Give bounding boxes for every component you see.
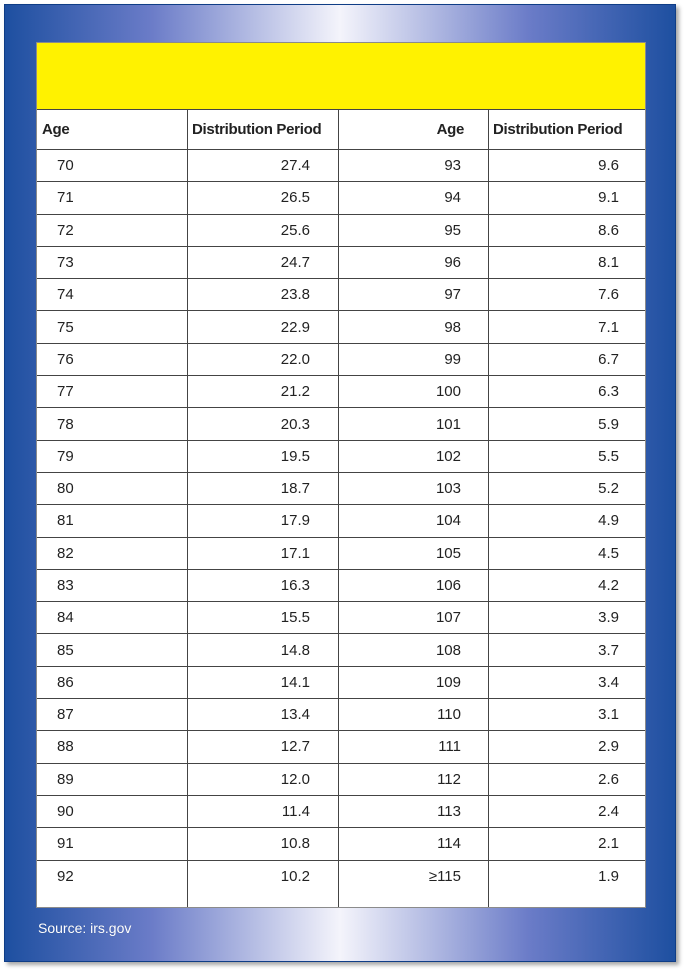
page-frame [4,4,676,962]
distribution-left-cell: 21.2 [187,376,338,408]
table-row [37,472,645,504]
header-distribution-left: Distribution Period [187,110,338,150]
age-right-cell: 101 [338,408,488,440]
distribution-left-cell: 22.0 [187,343,338,375]
age-left-cell: 89 [37,763,187,795]
table-row [37,214,645,246]
distribution-right-cell: 3.1 [488,699,645,731]
distribution-left-cell: 12.0 [187,763,338,795]
distribution-right-cell: 6.3 [488,376,645,408]
table-body [37,150,645,892]
table-row [37,666,645,698]
distribution-left-cell: 12.7 [187,731,338,763]
table-row [37,634,645,666]
distribution-right-cell: 5.5 [488,440,645,472]
age-right-cell: 95 [338,214,488,246]
age-left-cell: 82 [37,537,187,569]
table-row [37,699,645,731]
age-right-cell: 104 [338,505,488,537]
table-row [37,763,645,795]
age-left-cell: 85 [37,634,187,666]
table-row [37,246,645,278]
age-right-cell: 110 [338,699,488,731]
distribution-left-cell: 14.8 [187,634,338,666]
table-row [37,602,645,634]
table-row [37,828,645,860]
distribution-right-cell: 3.9 [488,602,645,634]
age-right-cell: 109 [338,666,488,698]
age-left-cell: 81 [37,505,187,537]
distribution-right-cell: 6.7 [488,343,645,375]
age-left-cell: 88 [37,731,187,763]
table-row [37,376,645,408]
distribution-right-cell: 9.1 [488,182,645,214]
distribution-right-cell: 4.9 [488,505,645,537]
distribution-right-cell: 1.9 [598,867,619,885]
header-age-right: Age [338,110,488,150]
age-left-cell: 87 [37,699,187,731]
age-right-cell: 114 [338,828,488,860]
age-right-cell: 94 [338,182,488,214]
table-row [37,569,645,601]
age-right-cell: 107 [338,602,488,634]
age-left-cell: 79 [37,440,187,472]
table-row [37,731,645,763]
age-left-cell: 76 [37,343,187,375]
age-left-cell: 77 [37,376,187,408]
age-right-cell: 96 [338,246,488,278]
age-left-cell: 86 [37,666,187,698]
column-divider [488,110,489,907]
distribution-right-cell: 2.4 [488,795,645,827]
age-right-cell: 97 [338,279,488,311]
distribution-left-cell: 23.8 [187,279,338,311]
distribution-left-cell: 27.4 [187,150,338,182]
distribution-left-cell: 10.2 [280,867,310,885]
distribution-right-cell: 2.9 [488,731,645,763]
distribution-right-cell: 2.1 [488,828,645,860]
distribution-right-cell: 3.4 [488,666,645,698]
distribution-left-cell: 11.4 [187,795,338,827]
distribution-table [37,110,645,892]
distribution-left-cell: 22.9 [187,311,338,343]
table-row [37,182,645,214]
distribution-right-cell: 4.2 [488,569,645,601]
table-row [37,505,645,537]
age-left-cell: 74 [37,279,187,311]
distribution-right-cell: 5.2 [488,472,645,504]
age-left-cell: 91 [37,828,187,860]
distribution-right-cell: 7.1 [488,311,645,343]
distribution-right-cell: 3.7 [488,634,645,666]
age-right-cell: 102 [338,440,488,472]
table-row [37,537,645,569]
table-row [37,795,645,827]
table-row [37,860,645,892]
header-age-left: Age [37,110,187,150]
age-left-cell: 72 [37,214,187,246]
age-right-cell: 105 [338,537,488,569]
distribution-right-cell: 2.6 [488,763,645,795]
age-right-cell: 100 [338,376,488,408]
age-left-cell: 71 [37,182,187,214]
column-divider [187,110,188,907]
age-left-cell: 73 [37,246,187,278]
distribution-left-cell: 15.5 [187,602,338,634]
distribution-left-cell: 26.5 [187,182,338,214]
table-row [37,408,645,440]
source-note: Source: irs.gov [38,920,132,936]
age-left-cell: 92 [57,867,74,885]
age-left-cell: 75 [37,311,187,343]
column-divider [338,110,339,907]
age-left-cell: 78 [37,408,187,440]
header-distribution-right: Distribution Period [488,110,645,150]
distribution-left-cell: 25.6 [187,214,338,246]
age-right-cell: ≥115 [428,867,461,885]
distribution-left-cell: 14.1 [187,666,338,698]
table-row [37,150,645,182]
age-right-cell: 106 [338,569,488,601]
distribution-left-cell: 13.4 [187,699,338,731]
age-left-cell: 70 [37,150,187,182]
distribution-right-cell: 7.6 [488,279,645,311]
age-right-cell: 99 [338,343,488,375]
distribution-right-cell: 8.1 [488,246,645,278]
distribution-left-cell: 10.8 [187,828,338,860]
header-row [37,110,645,150]
distribution-right-cell: 5.9 [488,408,645,440]
age-right-cell: 103 [338,472,488,504]
distribution-right-cell: 8.6 [488,214,645,246]
distribution-left-cell: 18.7 [187,472,338,504]
age-right-cell: 98 [338,311,488,343]
table-row [37,311,645,343]
distribution-right-cell: 9.6 [488,150,645,182]
age-right-cell: 113 [338,795,488,827]
table-sheet [36,42,646,908]
distribution-left-cell: 19.5 [187,440,338,472]
age-right-cell: 93 [338,150,488,182]
age-left-cell: 84 [37,602,187,634]
distribution-left-cell: 20.3 [187,408,338,440]
distribution-left-cell: 16.3 [187,569,338,601]
age-left-cell: 83 [37,569,187,601]
title-banner [37,43,645,110]
age-right-cell: 111 [338,731,488,763]
distribution-left-cell: 17.1 [187,537,338,569]
age-left-cell: 80 [37,472,187,504]
age-left-cell: 90 [37,795,187,827]
distribution-left-cell: 24.7 [187,246,338,278]
table-row [37,440,645,472]
distribution-left-cell: 17.9 [187,505,338,537]
age-right-cell: 112 [338,763,488,795]
distribution-right-cell: 4.5 [488,537,645,569]
age-right-cell: 108 [338,634,488,666]
table-row [37,343,645,375]
table-row [37,279,645,311]
